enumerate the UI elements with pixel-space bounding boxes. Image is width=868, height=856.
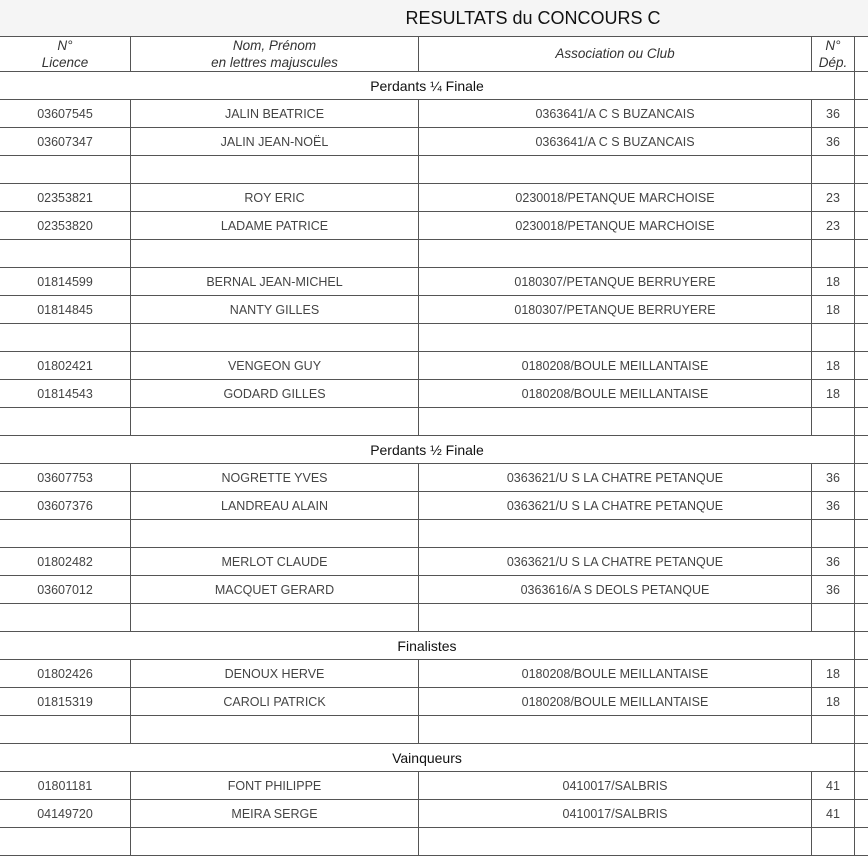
row-spacer	[855, 716, 868, 744]
dep-cell: 36	[812, 100, 855, 128]
dep-cell: 18	[812, 660, 855, 688]
table-row	[0, 184, 868, 212]
table-row	[0, 296, 868, 324]
dep-cell	[812, 240, 855, 268]
row-spacer	[855, 520, 868, 548]
licence-cell: 03607376	[0, 492, 131, 520]
table-row	[0, 548, 868, 576]
table-row	[0, 212, 868, 240]
club-cell: 0410017/SALBRIS	[419, 800, 812, 828]
table-row	[0, 464, 868, 492]
table-row	[0, 324, 868, 352]
club-cell: 0363621/U S LA CHATRE PETANQUE	[419, 548, 812, 576]
licence-cell: 01815319	[0, 688, 131, 716]
club-cell: 0180307/PETANQUE BERRUYERE	[419, 268, 812, 296]
name-cell: MACQUET GERARD	[131, 576, 419, 604]
name-cell	[131, 324, 419, 352]
licence-cell: 01801181	[0, 772, 131, 800]
licence-cell: 01802421	[0, 352, 131, 380]
dep-cell: 18	[812, 296, 855, 324]
club-cell: 0363616/A S DEOLS PETANQUE	[419, 576, 812, 604]
dep-cell	[812, 324, 855, 352]
row-spacer	[855, 240, 868, 268]
club-cell	[419, 520, 812, 548]
club-cell: 0363621/U S LA CHATRE PETANQUE	[419, 492, 812, 520]
header-row	[0, 37, 868, 55]
licence-cell: 01814543	[0, 380, 131, 408]
licence-cell: 02353820	[0, 212, 131, 240]
dep-cell	[812, 408, 855, 436]
header-club: Association ou Club	[419, 37, 812, 72]
name-cell: CAROLI PATRICK	[131, 688, 419, 716]
row-spacer	[855, 576, 868, 604]
header-dep-top: N°	[812, 37, 855, 55]
table-row	[0, 408, 868, 436]
section-title: Finalistes	[0, 632, 855, 660]
dep-cell	[812, 520, 855, 548]
table-row	[0, 688, 868, 716]
section-header	[0, 744, 868, 772]
dep-cell	[812, 604, 855, 632]
name-cell: GODARD GILLES	[131, 380, 419, 408]
name-cell: JALIN BEATRICE	[131, 100, 419, 128]
header-name-top: Nom, Prénom	[131, 37, 419, 55]
name-cell: LADAME PATRICE	[131, 212, 419, 240]
section-title: Perdants ¼ Finale	[0, 72, 855, 100]
licence-cell: 03607753	[0, 464, 131, 492]
name-cell: VENGEON GUY	[131, 352, 419, 380]
licence-cell	[0, 828, 131, 856]
header-licence-bottom: Licence	[0, 54, 131, 72]
club-cell	[419, 156, 812, 184]
section-spacer	[855, 72, 868, 100]
table-row	[0, 660, 868, 688]
dep-cell: 36	[812, 464, 855, 492]
licence-cell	[0, 324, 131, 352]
club-cell	[419, 604, 812, 632]
licence-cell: 01814845	[0, 296, 131, 324]
header-spacer	[855, 37, 868, 72]
dep-cell: 41	[812, 800, 855, 828]
club-cell: 0180307/PETANQUE BERRUYERE	[419, 296, 812, 324]
name-cell	[131, 156, 419, 184]
licence-cell: 03607545	[0, 100, 131, 128]
row-spacer	[855, 324, 868, 352]
licence-cell: 03607347	[0, 128, 131, 156]
name-cell: NOGRETTE YVES	[131, 464, 419, 492]
name-cell	[131, 240, 419, 268]
table-row	[0, 604, 868, 632]
dep-cell: 18	[812, 380, 855, 408]
club-cell: 0230018/PETANQUE MARCHOISE	[419, 184, 812, 212]
title-bar	[0, 0, 868, 37]
table-row	[0, 772, 868, 800]
row-spacer	[855, 100, 868, 128]
table-row	[0, 240, 868, 268]
name-cell: FONT PHILIPPE	[131, 772, 419, 800]
licence-cell	[0, 240, 131, 268]
dep-cell: 36	[812, 548, 855, 576]
dep-cell	[812, 156, 855, 184]
row-spacer	[855, 828, 868, 856]
name-cell: DENOUX HERVE	[131, 660, 419, 688]
table-row	[0, 352, 868, 380]
section-header	[0, 632, 868, 660]
table-row	[0, 156, 868, 184]
name-cell: JALIN JEAN-NOËL	[131, 128, 419, 156]
table-row	[0, 576, 868, 604]
table-row	[0, 100, 868, 128]
licence-cell: 01814599	[0, 268, 131, 296]
section-title: Perdants ½ Finale	[0, 436, 855, 464]
name-cell: ROY ERIC	[131, 184, 419, 212]
dep-cell: 41	[812, 772, 855, 800]
club-cell: 0180208/BOULE MEILLANTAISE	[419, 660, 812, 688]
row-spacer	[855, 156, 868, 184]
table-row	[0, 828, 868, 856]
section-spacer	[855, 744, 868, 772]
name-cell: LANDREAU ALAIN	[131, 492, 419, 520]
row-spacer	[855, 688, 868, 716]
row-spacer	[855, 492, 868, 520]
licence-cell: 03607012	[0, 576, 131, 604]
licence-cell	[0, 156, 131, 184]
licence-cell: 02353821	[0, 184, 131, 212]
licence-cell: 01802482	[0, 548, 131, 576]
licence-cell: 01802426	[0, 660, 131, 688]
club-cell	[419, 408, 812, 436]
name-cell	[131, 604, 419, 632]
row-spacer	[855, 380, 868, 408]
licence-cell	[0, 716, 131, 744]
dep-cell	[812, 716, 855, 744]
dep-cell: 18	[812, 688, 855, 716]
row-spacer	[855, 772, 868, 800]
club-cell: 0180208/BOULE MEILLANTAISE	[419, 352, 812, 380]
table-row	[0, 716, 868, 744]
table-row	[0, 800, 868, 828]
licence-cell	[0, 520, 131, 548]
section-title: Vainqueurs	[0, 744, 855, 772]
club-cell	[419, 324, 812, 352]
dep-cell: 18	[812, 352, 855, 380]
header-dep-bottom: Dép.	[812, 54, 855, 72]
club-cell: 0363641/A C S BUZANCAIS	[419, 100, 812, 128]
row-spacer	[855, 184, 868, 212]
dep-cell: 23	[812, 184, 855, 212]
name-cell: MEIRA SERGE	[131, 800, 419, 828]
results-table	[0, 36, 868, 856]
row-spacer	[855, 800, 868, 828]
row-spacer	[855, 464, 868, 492]
row-spacer	[855, 548, 868, 576]
row-spacer	[855, 268, 868, 296]
section-header	[0, 436, 868, 464]
club-cell: 0363641/A C S BUZANCAIS	[419, 128, 812, 156]
name-cell: BERNAL JEAN-MICHEL	[131, 268, 419, 296]
dep-cell: 18	[812, 268, 855, 296]
row-spacer	[855, 408, 868, 436]
dep-cell	[812, 828, 855, 856]
club-cell	[419, 828, 812, 856]
licence-cell	[0, 604, 131, 632]
club-cell: 0410017/SALBRIS	[419, 772, 812, 800]
table-row	[0, 492, 868, 520]
dep-cell: 36	[812, 492, 855, 520]
name-cell: NANTY GILLES	[131, 296, 419, 324]
header-name-bottom: en lettres majuscules	[131, 54, 419, 72]
dep-cell: 23	[812, 212, 855, 240]
club-cell	[419, 240, 812, 268]
row-spacer	[855, 660, 868, 688]
row-spacer	[855, 128, 868, 156]
section-spacer	[855, 632, 868, 660]
name-cell	[131, 408, 419, 436]
dep-cell: 36	[812, 576, 855, 604]
row-spacer	[855, 352, 868, 380]
club-cell: 0180208/BOULE MEILLANTAISE	[419, 688, 812, 716]
name-cell: MERLOT CLAUDE	[131, 548, 419, 576]
name-cell	[131, 716, 419, 744]
dep-cell: 36	[812, 128, 855, 156]
page-title: RESULTATS du CONCOURS C	[405, 8, 661, 28]
section-spacer	[855, 436, 868, 464]
table-row	[0, 380, 868, 408]
club-cell: 0363621/U S LA CHATRE PETANQUE	[419, 464, 812, 492]
row-spacer	[855, 296, 868, 324]
club-cell	[419, 716, 812, 744]
section-header	[0, 72, 868, 100]
licence-cell	[0, 408, 131, 436]
club-cell: 0230018/PETANQUE MARCHOISE	[419, 212, 812, 240]
name-cell	[131, 828, 419, 856]
name-cell	[131, 520, 419, 548]
row-spacer	[855, 604, 868, 632]
licence-cell: 04149720	[0, 800, 131, 828]
header-licence-top: N°	[0, 37, 131, 55]
row-spacer	[855, 212, 868, 240]
table-row	[0, 128, 868, 156]
club-cell: 0180208/BOULE MEILLANTAISE	[419, 380, 812, 408]
table-row	[0, 268, 868, 296]
table-row	[0, 520, 868, 548]
